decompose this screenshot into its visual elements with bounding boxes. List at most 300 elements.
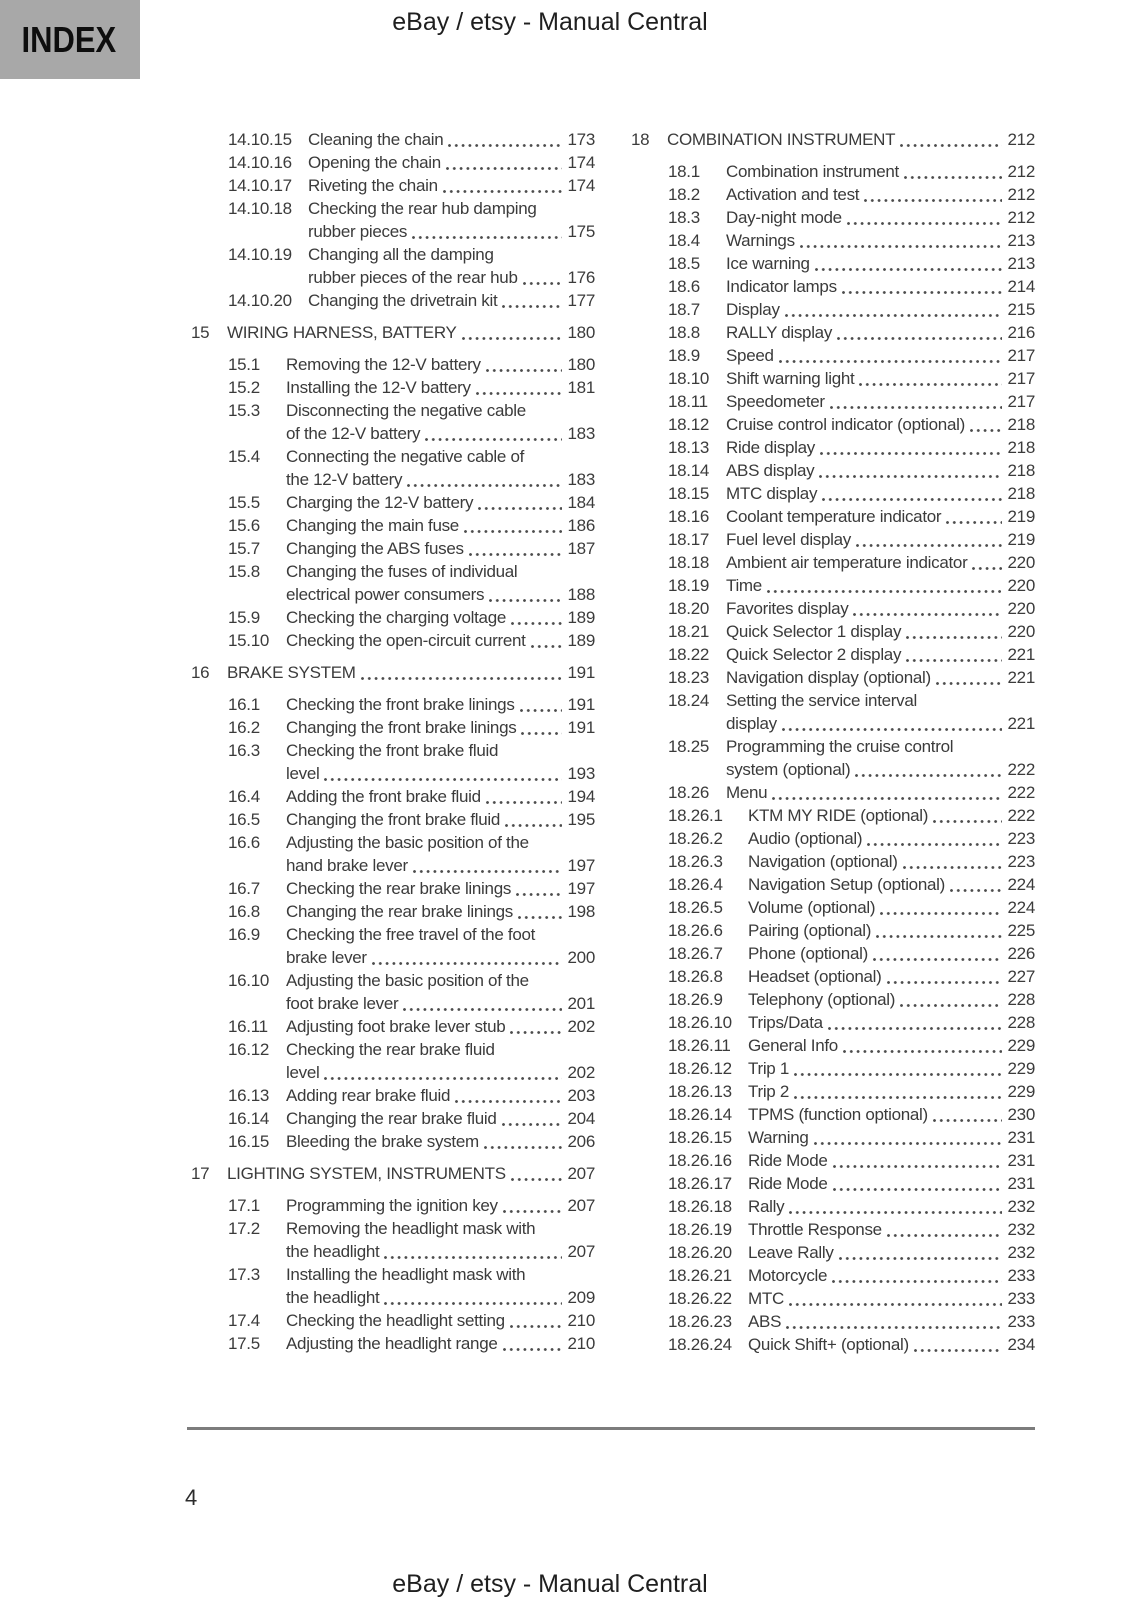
entry-title: Day-night mode (726, 208, 842, 227)
toc-entry-line (625, 1080, 1035, 1103)
toc-entry-line (625, 896, 1035, 919)
entry-title: Volume (optional) (748, 898, 876, 917)
toc-entry (185, 537, 595, 560)
toc-entry-line (625, 827, 1035, 850)
entry-number: 18.11 (668, 392, 708, 411)
entry-page-number: 187 (567, 539, 595, 558)
toc-entry (625, 183, 1035, 206)
toc-entry-line (185, 468, 595, 491)
toc-entry-line (185, 661, 595, 684)
entry-number: 14.10.16 (228, 153, 292, 172)
entry-title: Fuel level display (726, 530, 851, 549)
entry-page-number: 230 (1007, 1105, 1035, 1124)
dot-leader (511, 622, 562, 625)
entry-number: 16.7 (228, 879, 260, 898)
dot-leader (814, 1142, 1002, 1145)
toc-entry (625, 804, 1035, 827)
entry-page-number: 233 (1007, 1266, 1035, 1285)
dot-leader (833, 1188, 1002, 1191)
entry-number: 15.3 (228, 401, 260, 420)
dot-leader (794, 1073, 1002, 1076)
dot-leader (820, 452, 1002, 455)
toc-entry-line (625, 1126, 1035, 1149)
entry-number: 18.26.10 (668, 1013, 732, 1032)
toc-entry (185, 491, 595, 514)
toc-entry (185, 243, 595, 289)
entry-number: 16.10 (228, 971, 270, 990)
dot-leader (403, 1008, 561, 1011)
entry-title: Installing the headlight mask with (286, 1265, 526, 1284)
dot-leader (873, 958, 1002, 961)
entry-page-number: 188 (567, 585, 595, 604)
toc-entry-line (185, 560, 595, 583)
entry-page-number: 180 (567, 355, 595, 374)
toc-entry-line (185, 969, 595, 992)
toc-entry-line (625, 1057, 1035, 1080)
toc-entry (625, 988, 1035, 1011)
toc-entry (185, 1038, 595, 1084)
entry-title: Changing all the damping (308, 245, 494, 264)
entry-title: Trip 1 (748, 1059, 790, 1078)
entry-title: Quick Selector 2 display (726, 645, 902, 664)
entry-title: foot brake lever (286, 994, 399, 1013)
dot-leader (455, 1100, 561, 1103)
toc-entry-line (625, 1172, 1035, 1195)
toc-entry-line (625, 781, 1035, 804)
entry-number: 16.8 (228, 902, 260, 921)
entry-number: 14.10.17 (228, 176, 292, 195)
toc-entry (185, 1194, 595, 1217)
toc-entry-line (185, 785, 595, 808)
dot-leader (830, 406, 1002, 409)
toc-entry-line (185, 1263, 595, 1286)
toc-entry-line (185, 629, 595, 652)
toc-entry-line (625, 128, 1035, 151)
toc-entry (625, 942, 1035, 965)
entry-title: Adjusting foot brake lever stub (286, 1017, 506, 1036)
entry-title: Phone (optional) (748, 944, 868, 963)
toc-entry-line (625, 643, 1035, 666)
dot-leader (443, 190, 562, 193)
toc-entry (625, 620, 1035, 643)
toc-entry-line (625, 482, 1035, 505)
entry-page-number: 225 (1007, 921, 1035, 940)
entry-page-number: 207 (567, 1164, 595, 1183)
entry-number: 18.18 (668, 553, 710, 572)
dot-leader (855, 774, 1001, 777)
toc-entry-line (185, 197, 595, 220)
dot-leader (887, 1234, 1002, 1237)
dot-leader (464, 530, 562, 533)
toc-entry (185, 514, 595, 537)
entry-title: rubber pieces (308, 222, 408, 241)
toc-entry-line (625, 712, 1035, 735)
toc-entry (185, 174, 595, 197)
entry-page-number: 212 (1007, 208, 1035, 227)
entry-title: Programming the ignition key (286, 1196, 498, 1215)
entry-number: 16.6 (228, 833, 260, 852)
entry-title: BRAKE SYSTEM (227, 663, 356, 682)
entry-page-number: 177 (567, 291, 595, 310)
entry-number: 18.9 (668, 346, 700, 365)
toc-entry-line (625, 551, 1035, 574)
entry-title: Display (726, 300, 780, 319)
dot-leader (372, 962, 562, 965)
toc-entry (625, 482, 1035, 505)
entry-title: rubber pieces of the rear hub (308, 268, 518, 287)
toc-entry-line (185, 491, 595, 514)
toc-entry (185, 900, 595, 923)
entry-number: 17.1 (228, 1196, 260, 1215)
toc-entry (625, 505, 1035, 528)
toc-entry-line (185, 220, 595, 243)
entry-page-number: 232 (1007, 1243, 1035, 1262)
toc-entry (625, 1218, 1035, 1241)
toc-entry (625, 436, 1035, 459)
toc-section-entry (185, 1162, 595, 1185)
entry-number: 18.7 (668, 300, 700, 319)
dot-leader (900, 144, 1001, 147)
toc-entry (625, 781, 1035, 804)
toc-entry (185, 445, 595, 491)
toc-entry (185, 606, 595, 629)
entry-number: 18.26.18 (668, 1197, 732, 1216)
entry-number: 18.4 (668, 231, 700, 250)
entry-page-number: 234 (1007, 1335, 1035, 1354)
dot-leader (936, 682, 1002, 685)
toc-entry (625, 413, 1035, 436)
entry-title: Adding the front brake fluid (286, 787, 481, 806)
dot-leader (462, 337, 562, 340)
entry-title: Speedometer (726, 392, 825, 411)
entry-page-number: 174 (567, 153, 595, 172)
toc-entry (625, 1310, 1035, 1333)
toc-entry (185, 1084, 595, 1107)
toc-entry-line (185, 1162, 595, 1185)
toc-column-left (185, 128, 595, 1355)
entry-number: 16.1 (228, 695, 260, 714)
toc-entry (625, 873, 1035, 896)
dot-leader (906, 636, 1001, 639)
toc-entry-line (185, 1286, 595, 1309)
entry-title: Time (726, 576, 762, 595)
entry-title: Adjusting the basic position of the (286, 971, 529, 990)
entry-title: ABS display (726, 461, 815, 480)
entry-title: Leave Rally (748, 1243, 834, 1262)
entry-page-number: 231 (1007, 1174, 1035, 1193)
entry-title: Adding rear brake fluid (286, 1086, 451, 1105)
entry-page-number: 218 (1007, 415, 1035, 434)
entry-number: 16.11 (228, 1017, 268, 1036)
entry-title: Ride Mode (748, 1174, 828, 1193)
entry-number: 18.14 (668, 461, 710, 480)
entry-number: 16.13 (228, 1086, 270, 1105)
entry-number: 18 (631, 130, 650, 149)
toc-entry (625, 1057, 1035, 1080)
dot-leader (502, 305, 561, 308)
toc-entry-line (625, 942, 1035, 965)
dot-leader (511, 1178, 562, 1181)
entry-page-number: 222 (1007, 806, 1035, 825)
entry-title: Warning (748, 1128, 809, 1147)
dot-leader (425, 438, 561, 441)
entry-number: 15.10 (228, 631, 270, 650)
entry-page-number: 229 (1007, 1036, 1035, 1055)
toc-entry-line (185, 1084, 595, 1107)
entry-number: 18.1 (668, 162, 700, 181)
toc-entry-line (625, 666, 1035, 689)
entry-title: LIGHTING SYSTEM, INSTRUMENTS (227, 1164, 506, 1183)
entry-title: Combination instrument (726, 162, 899, 181)
entry-page-number: 189 (567, 631, 595, 650)
entry-number: 14.10.15 (228, 130, 292, 149)
entry-page-number: 233 (1007, 1289, 1035, 1308)
entry-title: Speed (726, 346, 774, 365)
entry-number: 18.17 (668, 530, 710, 549)
toc-entry-line (185, 923, 595, 946)
toc-section-entry (625, 128, 1035, 151)
entry-number: 16.3 (228, 741, 260, 760)
toc-entry-line (625, 321, 1035, 344)
toc-entry-line (185, 762, 595, 785)
dot-leader (933, 1119, 1002, 1122)
dot-leader (412, 236, 561, 239)
toc-section-entry (185, 661, 595, 684)
entry-title: Setting the service interval (726, 691, 917, 710)
entry-title: Quick Shift+ (optional) (748, 1335, 909, 1354)
toc-entry (185, 399, 595, 445)
entry-page-number: 202 (567, 1063, 595, 1082)
entry-number: 16.15 (228, 1132, 270, 1151)
entry-number: 18.13 (668, 438, 710, 457)
entry-page-number: 222 (1007, 783, 1035, 802)
entry-page-number: 221 (1007, 668, 1035, 687)
entry-number: 16.2 (228, 718, 260, 737)
entry-title: display (726, 714, 777, 733)
toc-entry (625, 459, 1035, 482)
toc-entry-line (625, 873, 1035, 896)
entry-title: Coolant temperature indicator (726, 507, 942, 526)
toc-entry (625, 850, 1035, 873)
toc-entry-line (625, 850, 1035, 873)
toc-entry-line (625, 206, 1035, 229)
entry-page-number: 232 (1007, 1220, 1035, 1239)
entry-title: RALLY display (726, 323, 833, 342)
toc-entry (185, 808, 595, 831)
entry-number: 18.8 (668, 323, 700, 342)
toc-entry-line (185, 808, 595, 831)
entry-title: Throttle Response (748, 1220, 882, 1239)
entry-title: WIRING HARNESS, BATTERY (227, 323, 457, 342)
entry-title: Ride display (726, 438, 816, 457)
entry-page-number: 198 (567, 902, 595, 921)
toc-entry (185, 128, 595, 151)
entry-page-number: 181 (567, 378, 595, 397)
entry-page-number: 231 (1007, 1128, 1035, 1147)
toc-entry (185, 629, 595, 652)
dot-leader (505, 824, 561, 827)
toc-entry-line (185, 445, 595, 468)
toc-entry-line (185, 1194, 595, 1217)
dot-leader (904, 176, 1002, 179)
entry-page-number: 227 (1007, 967, 1035, 986)
dot-leader (903, 866, 1002, 869)
entry-page-number: 220 (1007, 622, 1035, 641)
toc-entry (625, 965, 1035, 988)
entry-title: Cleaning the chain (308, 130, 444, 149)
toc-entry-line (185, 831, 595, 854)
toc-entry (185, 353, 595, 376)
toc-entry-line (625, 183, 1035, 206)
entry-title: Trip 2 (748, 1082, 790, 1101)
dot-leader (503, 1348, 562, 1351)
entry-number: 15 (191, 323, 210, 342)
entry-number: 18.26.3 (668, 852, 723, 871)
dot-leader (503, 1210, 562, 1213)
dot-leader (819, 475, 1001, 478)
dot-leader (448, 144, 561, 147)
dot-leader (484, 1146, 562, 1149)
entry-page-number: 197 (567, 879, 595, 898)
entry-number: 18.26 (668, 783, 710, 802)
entry-title: level (286, 764, 320, 783)
dot-leader (837, 337, 1001, 340)
entry-number: 18.26.23 (668, 1312, 732, 1331)
dot-leader (970, 429, 1002, 432)
entry-number: 18.20 (668, 599, 710, 618)
entry-page-number: 224 (1007, 875, 1035, 894)
toc-entry-line (625, 1034, 1035, 1057)
entry-page-number: 229 (1007, 1082, 1035, 1101)
entry-number: 18.12 (668, 415, 710, 434)
dot-leader (946, 521, 1001, 524)
toc-entry (625, 643, 1035, 666)
dot-leader (767, 590, 1002, 593)
toc-entry-line (625, 252, 1035, 275)
entry-title: Changing the drivetrain kit (308, 291, 498, 310)
toc-entry-line (185, 1038, 595, 1061)
entry-page-number: 212 (1007, 162, 1035, 181)
entry-page-number: 175 (567, 222, 595, 241)
entry-title: the 12-V battery (286, 470, 403, 489)
toc-entry-line (625, 804, 1035, 827)
entry-page-number: 213 (1007, 231, 1035, 250)
entry-title: Audio (optional) (748, 829, 863, 848)
entry-number: 18.15 (668, 484, 710, 503)
entry-title: Opening the chain (308, 153, 441, 172)
toc-entry-line (185, 1107, 595, 1130)
toc-entry (625, 1126, 1035, 1149)
dot-leader (789, 1211, 1001, 1214)
index-tab-label: INDEX (21, 18, 117, 60)
entry-title: Ride Mode (748, 1151, 828, 1170)
entry-number: 18.26.5 (668, 898, 723, 917)
toc-entry (185, 1130, 595, 1153)
entry-title: Removing the headlight mask with (286, 1219, 536, 1238)
dot-leader (384, 1256, 561, 1259)
dot-leader (789, 1303, 1002, 1306)
toc-entry-line (625, 574, 1035, 597)
entry-page-number: 191 (567, 663, 595, 682)
toc-entry (625, 1103, 1035, 1126)
entry-number: 18.26.7 (668, 944, 723, 963)
toc-entry-line (185, 289, 595, 312)
toc-entry-line (185, 1015, 595, 1038)
entry-number: 18.26.17 (668, 1174, 732, 1193)
entry-page-number: 215 (1007, 300, 1035, 319)
entry-title: Changing the rear brake linings (286, 902, 513, 921)
toc-entry (185, 376, 595, 399)
entry-title: Checking the rear brake linings (286, 879, 512, 898)
entry-page-number: 191 (567, 695, 595, 714)
entry-page-number: 203 (567, 1086, 595, 1105)
toc-entry (625, 551, 1035, 574)
entry-title: Charging the 12-V battery (286, 493, 474, 512)
entry-number: 14.10.20 (228, 291, 292, 310)
entry-number: 18.24 (668, 691, 710, 710)
entry-title: Checking the rear hub damping (308, 199, 537, 218)
toc-entry (625, 390, 1035, 413)
toc-entry (185, 560, 595, 606)
entry-number: 17.5 (228, 1334, 260, 1353)
toc-entry-line (625, 758, 1035, 781)
entry-number: 15.2 (228, 378, 260, 397)
entry-title: Connecting the negative cable of (286, 447, 525, 466)
dot-leader (880, 912, 1001, 915)
entry-page-number: 210 (567, 1311, 595, 1330)
entry-title: Checking the front brake linings (286, 695, 515, 714)
toc-entry-line (625, 390, 1035, 413)
page-number: 4 (185, 1485, 198, 1510)
entry-number: 15.7 (228, 539, 260, 558)
entry-number: 18.26.24 (668, 1335, 732, 1354)
entry-number: 16.14 (228, 1109, 270, 1128)
toc-entry-line (625, 1149, 1035, 1172)
toc-entry (625, 367, 1035, 390)
toc-entry-line (625, 1241, 1035, 1264)
toc-entry (625, 574, 1035, 597)
entry-title: Cruise control indicator (optional) (726, 415, 965, 434)
entry-title: Riveting the chain (308, 176, 438, 195)
dot-leader (832, 1280, 1001, 1283)
dot-leader (867, 843, 1001, 846)
toc-entry (185, 716, 595, 739)
toc-entry (625, 1287, 1035, 1310)
entry-title: Changing the front brake fluid (286, 810, 501, 829)
toc-entry (625, 1264, 1035, 1287)
dot-leader (772, 797, 1001, 800)
dot-leader (822, 498, 1001, 501)
dot-leader (446, 167, 562, 170)
entry-number: 18.26.2 (668, 829, 723, 848)
entry-page-number: 202 (567, 1017, 595, 1036)
toc-entry-line (185, 422, 595, 445)
entry-title: Navigation (optional) (748, 852, 898, 871)
toc-entry (185, 785, 595, 808)
toc-entry (185, 969, 595, 1015)
dot-leader (950, 889, 1002, 892)
toc-entry (625, 528, 1035, 551)
entry-page-number: 213 (1007, 254, 1035, 273)
dot-leader (510, 1325, 562, 1328)
toc-entry (185, 289, 595, 312)
entry-title: Favorites display (726, 599, 849, 618)
dot-leader (933, 820, 1001, 823)
toc-entry-line (185, 243, 595, 266)
entry-page-number: 207 (567, 1242, 595, 1261)
entry-page-number: 222 (1007, 760, 1035, 779)
entry-page-number: 212 (1007, 185, 1035, 204)
